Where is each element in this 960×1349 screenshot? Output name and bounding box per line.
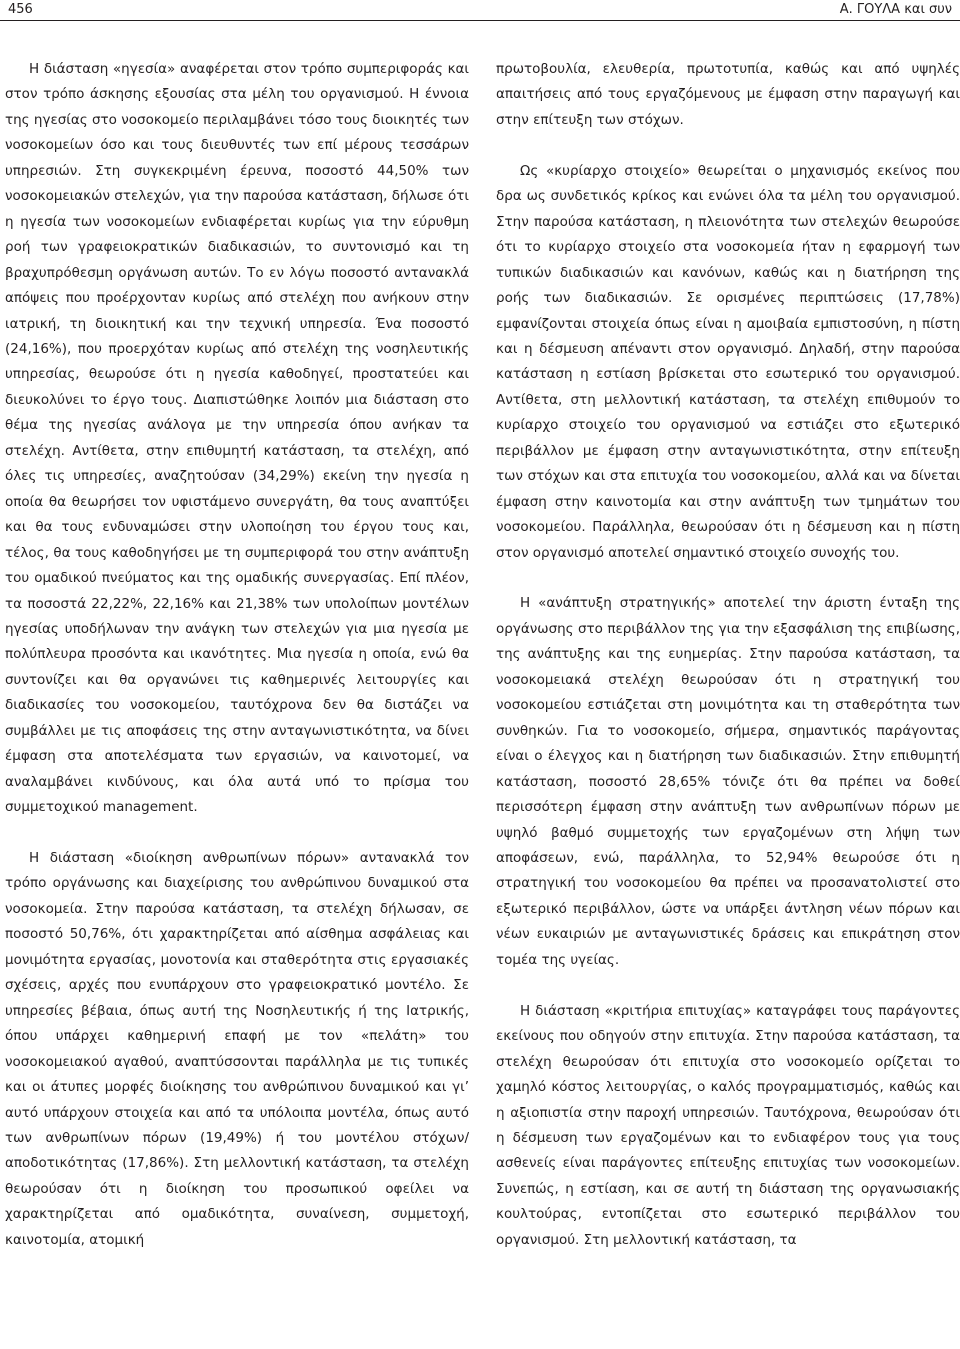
header-rule xyxy=(0,20,960,21)
left-column xyxy=(5,57,469,1253)
paragraph-dominant-element: Ως «κυρίαρχο στοιχείο» θεωρείται ο μηχανισμός εκείνος που δρα ως συνδετικός κρίκος και ενώνει όλα τα μέλη του οργανισμού. Στην παρούσα κατάσταση, η πλειονότητα των στελεχών θεωρούσε ότι το κυρίαρχο στοιχείο στα νοσοκομεία ήταν η εφαρμογή των τυπικών διαδικασιών και κανόνων, καθώς και η διατήρηση της ροής των διαδικασιών. Σε ορισμένες περιπτώσεις (17,78%) εμφανίζονται στοιχεία όπως είναι η αμοιβαία εμπιστοσύνη, η πίστη και η δέσμευση απέναντι στον οργανισμό. Δηλαδή, στην παρούσα κατάσταση η εστίαση βρίσκεται στο εσωτερικό του οργανισμού. Αντίθετα, στη μελλοντική κατάσταση, τα στελέχη επιθυμούν το κυρίαρχο στοιχείο του οργανισμού να εστιάζει στο εξωτερικό περιβάλλον με έμφαση στην ανταγωνιστικότητα, στην επίτευξη των στόχων και στα επιτυχία του νοσοκομείου, αλλά και να δίνεται έμφαση στην καινοτομία και στην ανάπτυξη των τμημάτων του νοσοκομείου. Παράλληλα, θεωρούσαν ότι η δέσμευση και η πίστη στον οργανισμό αποτελεί σημαντικό στοιχείο συνοχής του. xyxy=(496,162,960,561)
paragraph-success-criteria: Η διάσταση «κριτήρια επιτυχίας» καταγράφει τους παράγοντες εκείνους που οδηγούν στην επιτυχία. Στην παρούσα κατάσταση, τα στελέχη θεωρούσαν ότι επιτυχία στο νοσοκομείο ορίζεται το χαμηλό κόστος λειτουργίας, ο καλός προγραμματισμός, καθώς και η αξιοπιστία στην παροχή υπηρεσιών. Ταυτόχρονα, θεωρούσαν ότι η δέσμευση των εργαζομένων και το ενδιαφέρον τους για τους ασθενείς είναι παράγοντες επίτευξης επιτυχίας των νοσοκομείων. Συνεπώς, η εστίαση, και σε αυτή τη διάσταση της οργανωσιακής κουλτούρας, εντοπίζεται στο εσωτερικό περιβάλλον του οργανισμού. Στη μελλοντική κατάσταση, τα xyxy=(496,1002,960,1248)
paragraph-strategy: Η «ανάπτυξη στρατηγικής» αποτελεί την άριστη ένταξη της οργάνωσης στο περιβάλλον της για την εξασφάλιση της επιβίωσης, της ανάπτυξης και της ευημερίας. Στην παρούσα κατάσταση, τα νοσοκομειακά στελέχη θεωρούσαν ότι η στρατηγική του νοσοκομείου εστιάζεται στη μονιμότητα και τη σταθερότητα των συνθηκών. Για το νοσοκομείο, σήμερα, σημαντικός παράγοντας είναι ο έλεγχος και η διατήρηση των διαδικασιών. Στην επιθυμητή κατάσταση, ποσοστό 28,65% τόνιζε ότι θα πρέπει να δοθεί περισσότερη έμφαση στην ανάπτυξη των ανθρωπίνων πόρων με υψηλό βαθμό συμμετοχής των εργαζομένων στη λήψη των αποφάσεων, ενώ, παράλληλα, το 52,94% θεωρούσε ότι η στρατηγική του νοσοκομείου θα πρέπει να προσανατολιστεί στο εξωτερικό περιβάλλον, ώστε να υπάρξει άντληση νέων πόρων και νέων ευκαιριών με ανταγωνιστικές δράσεις και επικράτηση στον τομέα της υγείας. xyxy=(496,595,960,968)
page-number: 456 xyxy=(8,2,33,17)
running-head: Α. ΓΟΥΛΑ και συν xyxy=(839,2,952,17)
right-column xyxy=(496,57,960,1253)
paragraph-human-resources: Η διάσταση «διοίκηση ανθρωπίνων πόρων» αντανακλά τον τρόπο οργάνωσης και διαχείρισης του ανθρώπινου δυναμικού στα νοσοκομεία. Στην παρούσα κατάσταση, τα στελέχη δήλωσαν, σε ποσοστό 50,76%, ότι χαρακτηρίζεται από αίσθημα ασφάλειας και μονιμότητα εργασίας, μονοτονία και σταθερότητα στις εργασιακές σχέσεις, αρχές που ενυπάρχουν στο γραφειοκρατικό μοντέλο. Σε υπηρεσίες βέβαια, όπως αυτή της Νοσηλευτικής ή της Ιατρικής, όπου υπάρχει καθημερινή επαφή με τον «πελάτη» του νοσοκομειακού αγαθού, αναπτύσσονται παράλληλα με τις τυπικές και οι άτυπες μορφές διοίκησης του ανθρώπινου δυναμικού και γι’ αυτό υπάρχουν στοιχεία και από τα υπόλοιπα μοντέλα, όπως αυτό των ανθρωπίνων πόρων (19,49%) ή του μοντέλου στόχων/αποδοτικότητας (17,86%). Στη μελλοντική κατάσταση, τα στελέχη θεωρούσαν ότι η διοίκηση του προσωπικού οφείλει να χαρακτηρίζεται από ομαδικότητα, συναίνεση, συμμετοχή, καινοτομία, ατομική xyxy=(5,850,469,1248)
page-header xyxy=(0,0,960,22)
paragraph-continuation: πρωτοβουλία, ελευθερία, πρωτοτυπία, καθώς και από υψηλές απαιτήσεις από τους εργαζόμενους με έμφαση στην παραγωγή και στην επίτευξη των στόχων. xyxy=(496,61,960,128)
paragraph-leadership: Η διάσταση «ηγεσία» αναφέρεται στον τρόπο συμπεριφοράς και στον τρόπο άσκησης εξουσίας στα μέλη του οργανισμού. Η έννοια της ηγεσίας στο νοσοκομείο περιλαμβάνει τόσο τους διοικητές των νοσοκομείων όσο και τους διευθυντές των επί μέρους τεσσάρων υπηρεσιών. Στη συγκεκριμένη έρευνα, ποσοστό 44,50% των νοσοκομειακών στελεχών, για την παρούσα κατάσταση, δήλωσε ότι η ηγεσία των νοσοκομείων ενδιαφέρεται κυρίως για την εύρυθμη ροή των γραφειοκρατικών διαδικασιών, το συντονισμό και τη βραχυπρόθεσμη οργάνωση αυτών. Το εν λόγω ποσοστό αντανακλά απόψεις που προέρχονταν κυρίως από στελέχη που ανήκουν στην ιατρική, τη διοικητική και την τεχνική υπηρεσία. Ένα ποσοστό (24,16%), που προερχόταν κυρίως από στελέχη της νοσηλευτικής υπηρεσίας, θεωρούσε ότι η ηγεσία καθοδηγεί, προστατεύει και διευκολύνει το έργο τους. Διαπιστώθηκε λοιπόν μια διάσταση στο θέμα της ηγεσίας ανάλογα με την υπηρεσία όπου ανήκαν τα στελέχη. Αντίθετα, στην επιθυμητή κατάσταση, τα στελέχη, από όλες τις υπηρεσίες, αναζητούσαν (34,29%) εκείνη την ηγεσία η οποία θα θεωρήσει τον υφιστάμενο συνεργάτη, θα τους αναπτύξει και θα τους ενδυναμώσει στην υλοποίηση του έργου τους και, τέλος, θα τους καθοδηγήσει με τη συμπεριφορά του στην ανάπτυξη του ομαδικού πνεύματος και της ομαδικής συνεργασίας. Επί πλέον, τα ποσοστά 22,22%, 22,16% και 21,38% των υπολοίπων μοντέλων ηγεσίας υποδήλωναν την ανάγκη των στελεχών για μια ηγεσία με πολύπλευρα προσόντα και ικανότητες. Μια ηγεσία η οποία, ενώ θα συντονίζει και θα οργανώνει τις καθημερινές λειτουργίες και διαδικασίες του νοσοκομείου, ταυτόχρονα δεν θα διστάζει να συμβάλλει με τις αποφάσεις της στην ανταγωνιστικότητα, να δίνει έμφαση στα αποτελέσματα των εργασιών, να καινοτομεί, να αναλαμβάνει κινδύνους, και όλα αυτά υπό το πρίσμα του συμμετοχικού management. xyxy=(5,61,469,816)
